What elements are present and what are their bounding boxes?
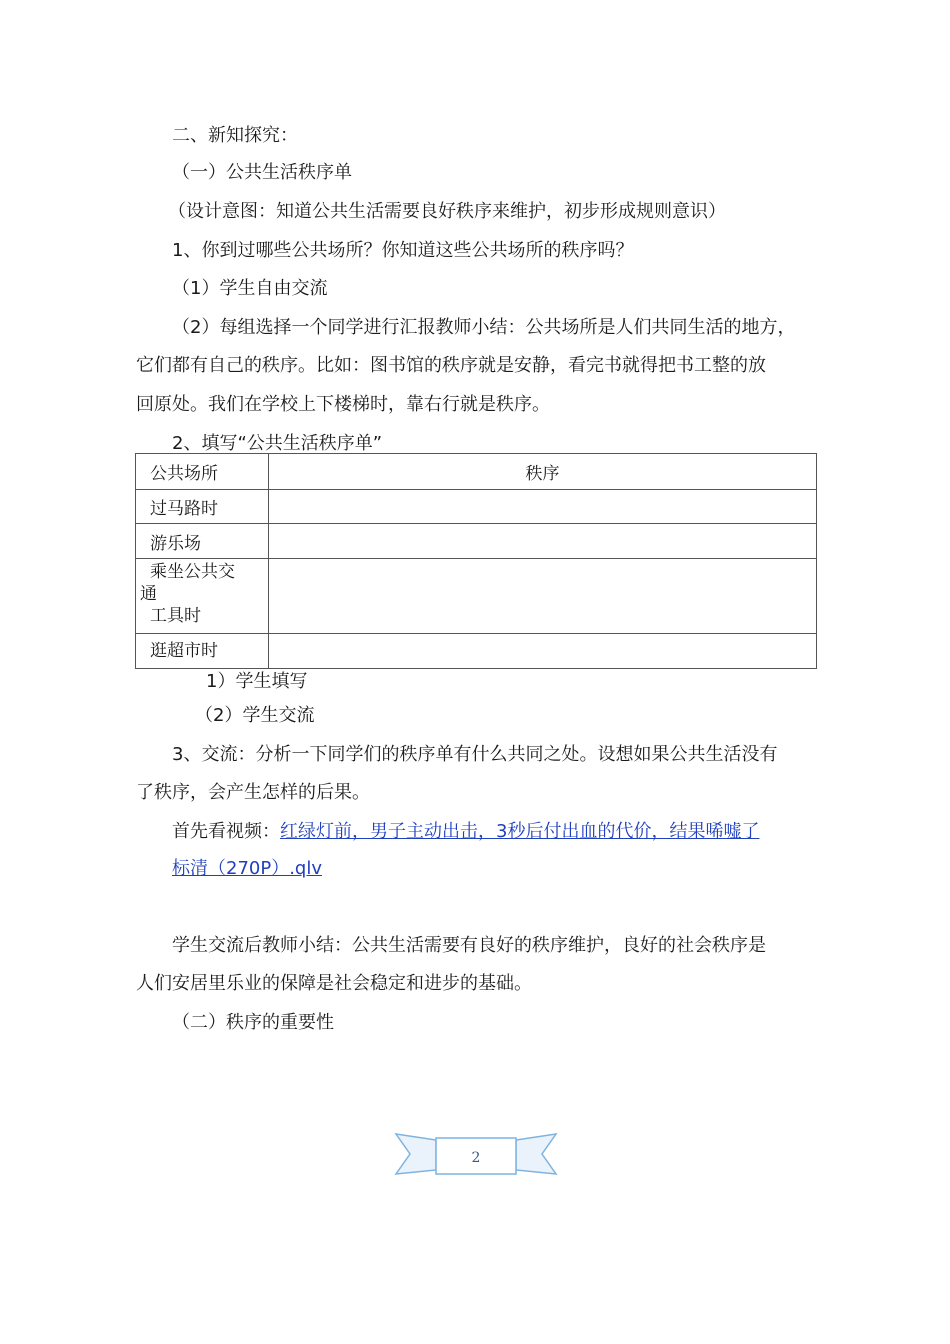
order-sheet-table: [135, 453, 817, 669]
step-students-fill: 1）学生填写: [206, 671, 308, 692]
table-row: [136, 524, 817, 559]
table-row: [136, 634, 817, 669]
summary-line-2: 人们安居里乐业的保障是社会稳定和进步的基础。: [136, 973, 532, 994]
step-1-free-talk: （1）学生自由交流: [172, 278, 328, 299]
step-2-line-2: 它们都有自己的秩序。比如：图书馆的秩序就是安静，看完书就得把书工整的放: [136, 355, 766, 376]
video-line: [172, 820, 759, 844]
section-title-importance: （二）秩序的重要性: [172, 1012, 334, 1033]
table-cell-place: 游乐场: [136, 524, 269, 559]
table-header-row: [136, 454, 817, 490]
video-link-line-2: [172, 857, 322, 881]
table-cell-place: [136, 559, 269, 634]
ribbon-right-tail-icon: [516, 1134, 556, 1174]
table-cell-order: [269, 524, 817, 559]
step-students-exchange: （2）学生交流: [195, 705, 315, 726]
ribbon-left-tail-icon: [396, 1134, 436, 1174]
question-3-line-2: 了秩序，会产生怎样的后果。: [136, 782, 370, 803]
page-number: 2: [471, 1150, 481, 1166]
place-line: 工具时: [150, 606, 201, 626]
table-row: [136, 490, 817, 524]
summary-line-1: 学生交流后教师小结：公共生活需要有良好的秩序维护，良好的社会秩序是: [172, 935, 766, 956]
step-2-line-1: （2）每组选择一个同学进行汇报教师小结：公共场所是人们共同生活的地方，: [172, 317, 796, 338]
heading-new-knowledge: 二、新知探究：: [172, 125, 298, 146]
table-header-place: 公共场所: [136, 454, 269, 490]
table-cell-order: [269, 634, 817, 669]
question-2-fill-sheet: 2、填写“公共生活秩序单”: [172, 433, 383, 454]
table-row: [136, 559, 817, 634]
design-intent: （设计意图：知道公共生活需要良好秩序来维护，初步形成规则意识）: [168, 201, 726, 222]
video-prefix: 首先看视频：: [172, 821, 280, 842]
table-cell-order: [269, 559, 817, 634]
place-line: 通: [140, 584, 157, 604]
page-number-ribbon: [392, 1128, 560, 1182]
question-1: 1、你到过哪些公共场所？你知道这些公共场所的秩序吗？: [172, 240, 634, 261]
question-3-line-1: 3、交流：分析一下同学们的秩序单有什么共同之处。设想如果公共生活没有: [172, 744, 778, 765]
place-line: 乘坐公共交: [150, 562, 235, 582]
table-cell-place: 过马路时: [136, 490, 269, 524]
table-header-order: 秩序: [269, 454, 817, 490]
section-title-order-sheet: （一）公共生活秩序单: [172, 162, 352, 183]
step-2-line-3: 回原处。我们在学校上下楼梯时，靠右行就是秩序。: [136, 394, 550, 415]
video-link[interactable]: 红绿灯前，男子主动出击，3秒后付出血的代价，结果唏嘘了: [280, 821, 760, 842]
video-link-filename[interactable]: 标清（270P）.qlv: [172, 858, 323, 879]
table-cell-order: [269, 490, 817, 524]
table-cell-place: 逛超市时: [136, 634, 269, 669]
